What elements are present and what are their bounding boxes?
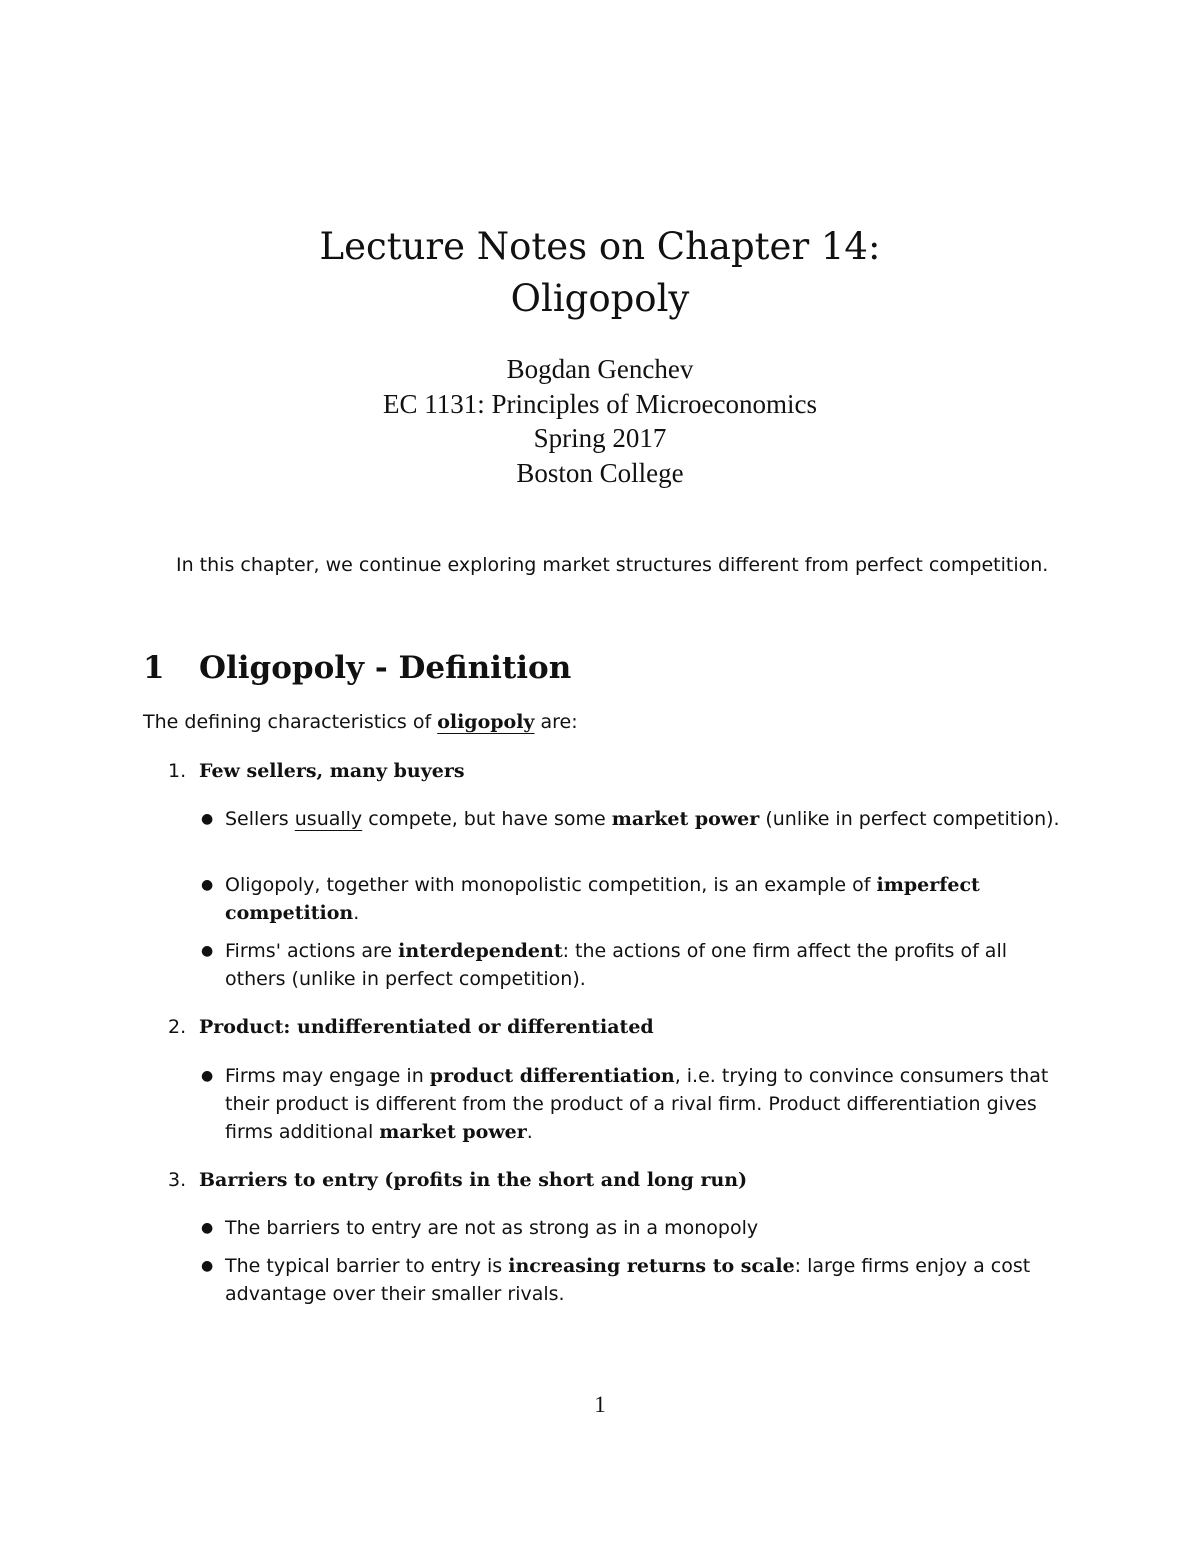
bullet-text: Firms may engage in — [225, 1065, 430, 1087]
bullet-text: , i.e. trying to convince consumers that their product is different from the product of a rival firm. Product differentiation gives firms additional — [225, 1065, 1049, 1143]
bullet-dot-icon: ● — [201, 1220, 214, 1236]
list-item-title: Few sellers, many buyers — [199, 760, 465, 782]
bullet-dot-icon: ● — [201, 1258, 214, 1274]
definition-suffix: are: — [534, 711, 578, 733]
bullet-text: : the actions of one firm affect the profits of all others (unlike in perfect competition). — [225, 940, 1008, 990]
bullet-text: compete, but have some — [362, 808, 612, 830]
bullet-dot-icon: ● — [201, 1068, 214, 1084]
bullet-underlined-text: usually — [294, 808, 363, 830]
bullet-text: Oligopoly, together with monopolistic competition, is an example of — [225, 874, 877, 896]
bullet-text: (unlike in perfect competition). — [759, 808, 1060, 830]
bullet-text: . — [353, 902, 360, 924]
institution: Boston College — [516, 458, 684, 488]
document-title-line2: Oligopoly — [510, 277, 690, 320]
bullet-item — [201, 1252, 1061, 1308]
bullet-bold-text: interdependent — [398, 940, 563, 962]
bullet-item — [201, 805, 1061, 833]
bullet-text: : large firms enjoy a cost advantage over their smaller rivals. — [225, 1255, 1031, 1305]
bullet-text: Sellers — [225, 808, 295, 830]
bullet-text: The barriers to entry are not as strong as in a monopoly — [225, 1217, 759, 1239]
list-item-title: Product: undifferentiated or differentiated — [199, 1016, 654, 1038]
bullet-item — [201, 937, 1061, 993]
bullet-item — [201, 1214, 1061, 1242]
bullet-text: The typical barrier to entry is — [225, 1255, 509, 1277]
bullet-bold-text: imperfect competition — [225, 874, 980, 924]
list-item-heading — [168, 1166, 747, 1194]
definition-prefix: The defining characteristics of — [143, 711, 438, 733]
section-heading — [143, 648, 571, 688]
bullet-dot-icon: ● — [201, 877, 214, 893]
document-title-line1: Lecture Notes on Chapter 14: — [319, 225, 881, 268]
list-item-number: 2. — [168, 1016, 187, 1038]
definition-sentence — [143, 708, 578, 736]
bullet-dot-icon: ● — [201, 811, 214, 827]
definition-term: oligopoly — [437, 711, 535, 733]
bullet-item — [201, 871, 1061, 927]
list-item-title: Barriers to entry (profits in the short and long run) — [199, 1169, 748, 1191]
bullet-text: Firms' actions are — [225, 940, 399, 962]
intro-paragraph: In this chapter, we continue exploring market structures different from perfect competition. — [176, 554, 1049, 576]
list-item-number: 3. — [168, 1169, 187, 1191]
bullet-text: . — [526, 1121, 533, 1143]
bullet-bold-text: increasing returns to scale — [508, 1255, 795, 1277]
list-item-heading — [168, 1013, 654, 1041]
author-name: Bogdan Genchev — [506, 354, 694, 384]
bullet-item — [201, 1062, 1061, 1146]
section-title: Oligopoly - Definition — [199, 650, 572, 686]
term: Spring 2017 — [533, 423, 667, 453]
bullet-bold-text: product differentiation — [429, 1065, 675, 1087]
page-number: 1 — [594, 1392, 606, 1417]
bullet-bold-text: market power — [379, 1121, 527, 1143]
course-name: EC 1131: Principles of Microeconomics — [383, 389, 817, 419]
list-item-heading — [168, 757, 465, 785]
list-item-number: 1. — [168, 760, 187, 782]
bullet-bold-text: market power — [611, 808, 760, 830]
bullet-dot-icon: ● — [201, 943, 214, 959]
section-number: 1 — [143, 650, 165, 686]
